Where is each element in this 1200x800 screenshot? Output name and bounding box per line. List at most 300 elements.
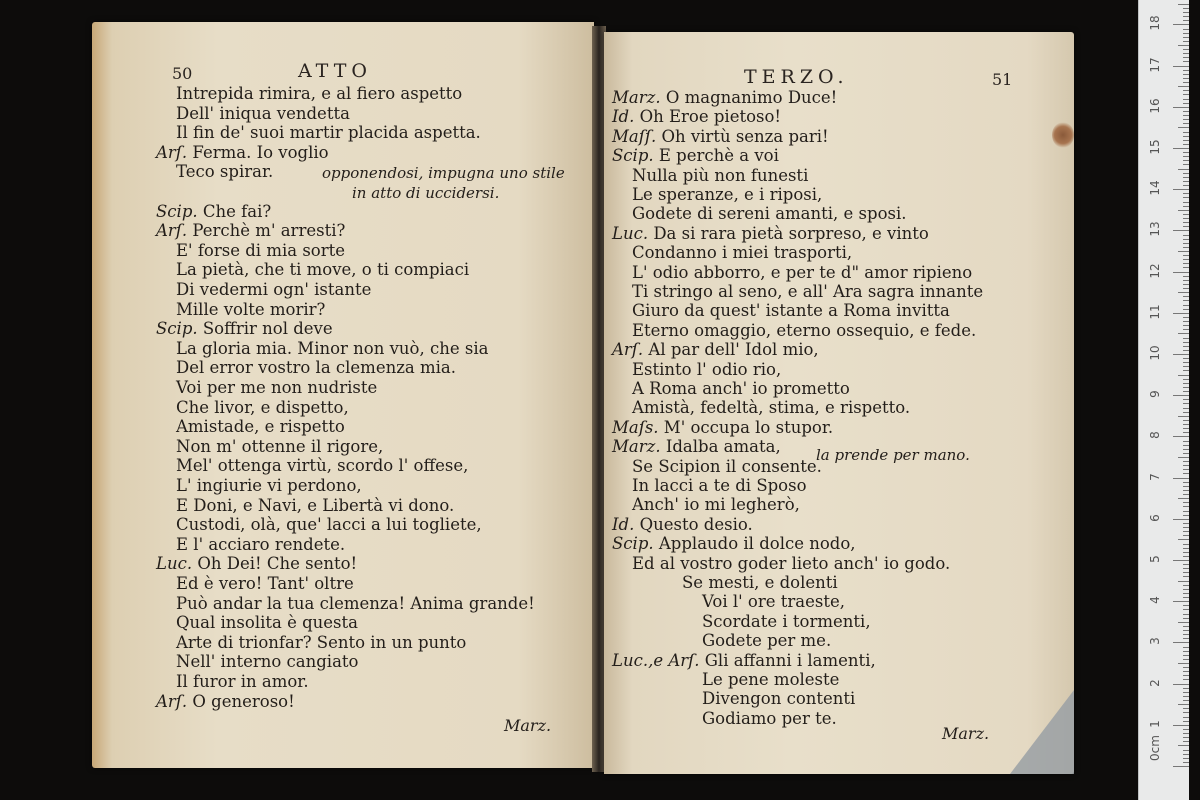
ruler-tick	[1183, 387, 1189, 388]
ruler-tick	[1178, 127, 1189, 128]
verse-text: Le speranze, e i riposi,	[632, 185, 823, 204]
ruler-label: 4	[1148, 596, 1162, 605]
speaker-label: Id.	[612, 514, 640, 534]
ruler-tick	[1183, 29, 1189, 30]
verse-text: In lacci a te di Sposo	[632, 476, 807, 495]
verse-text: O magnanimo Duce!	[665, 88, 838, 107]
verse-text: L' odio abborro, e per te d" amor ripieno	[632, 262, 973, 282]
ruler-tick	[1183, 473, 1189, 474]
verse-line	[176, 280, 371, 300]
ruler-tick	[1183, 99, 1189, 100]
ruler-tick	[1183, 226, 1189, 227]
verse-line	[612, 534, 856, 554]
ruler-tick	[1183, 284, 1189, 285]
ruler-tick	[1183, 692, 1189, 693]
speaker-label: Luc.	[156, 554, 198, 574]
verse-text: Perchè m' arresti?	[192, 221, 346, 241]
ruler-tick	[1183, 37, 1189, 38]
verse-text: Le pene moleste	[702, 670, 840, 689]
right-page-number: 51	[992, 70, 1013, 89]
verse-line	[176, 300, 325, 320]
verse-text: Qual insolita è questa	[176, 613, 358, 633]
verse-text: Soffrir nol deve	[202, 319, 333, 339]
verse-text: M' occupa lo stupor.	[663, 417, 834, 437]
ruler-tick	[1183, 535, 1189, 536]
ruler-label: 2	[1148, 678, 1162, 687]
ruler-tick	[1178, 457, 1189, 458]
verse-text: Godiamo per te.	[702, 708, 837, 728]
verse-text: Condanno i miei trasporti,	[632, 243, 853, 263]
ruler-tick	[1183, 305, 1189, 306]
ruler-tick	[1183, 700, 1189, 701]
ruler-tick	[1178, 333, 1189, 334]
ruler-tick	[1183, 53, 1189, 54]
ruler-tick	[1183, 370, 1189, 371]
speaker-label: Arſ.	[156, 142, 193, 162]
verse-line	[702, 631, 831, 651]
ruler-tick	[1183, 276, 1189, 277]
ruler-tick	[1183, 90, 1189, 91]
ruler-tick	[1183, 94, 1189, 95]
ruler-tick	[1183, 548, 1189, 549]
verse-line	[632, 282, 983, 302]
ruler-tick	[1183, 721, 1189, 722]
ruler-tick	[1183, 12, 1189, 13]
ruler-tick	[1183, 506, 1189, 507]
ruler-tick	[1183, 445, 1189, 446]
verse-line	[176, 104, 350, 124]
verse-line	[156, 319, 333, 339]
verse-text: Applaudo il dolce nodo,	[658, 534, 856, 554]
ruler-tick	[1183, 222, 1189, 223]
verse-text: La pietà, che ti move, o ti compiaci	[176, 260, 470, 280]
speaker-label: Arſ.	[156, 691, 193, 711]
ruler-tick	[1183, 185, 1189, 186]
verse-text: Del error vostro la clemenza mia.	[176, 358, 457, 378]
verse-line	[176, 162, 273, 182]
verse-line	[612, 515, 753, 535]
speaker-label: Arſ.	[612, 340, 649, 360]
ruler-tick	[1183, 259, 1189, 260]
speaker-label: Scip.	[156, 201, 203, 221]
verse-line	[612, 146, 779, 166]
ruler-tick	[1178, 4, 1189, 5]
ruler-tick	[1178, 375, 1189, 376]
ruler-tick	[1183, 263, 1189, 264]
verse-text: Questo desio.	[639, 514, 753, 534]
ruler-tick	[1183, 449, 1189, 450]
ruler-tick	[1178, 539, 1189, 540]
ruler-tick	[1183, 605, 1189, 606]
verse-line	[632, 301, 950, 321]
ruler-tick	[1183, 111, 1189, 112]
verse-text: Di vedermi ogn' istante	[176, 280, 372, 299]
verse-text: Se Scipion il consente.	[632, 456, 822, 476]
ruler-label: 15	[1148, 139, 1162, 155]
ruler-tick	[1183, 572, 1189, 573]
verse-text: Amistà, fedeltà, stima, e rispetto.	[632, 398, 911, 418]
verse-text: Estinto l' odio rio,	[632, 359, 782, 379]
ruler-tick	[1183, 342, 1189, 343]
left-catchword: Marz.	[504, 716, 552, 735]
ruler-tick	[1183, 309, 1189, 310]
verse-line	[176, 437, 383, 457]
ruler-tick	[1183, 239, 1189, 240]
verse-line	[156, 554, 357, 574]
verse-text: Ed al vostro goder lieto anch' io godo.	[632, 553, 951, 573]
ruler-label: 8	[1148, 431, 1162, 440]
ruler-tick	[1183, 494, 1189, 495]
ruler-tick	[1183, 214, 1189, 215]
verse-text: Ferma. Io voglio	[192, 142, 329, 162]
verse-text: Scordate i tormenti,	[702, 611, 871, 631]
verse-text: Non m' ottenne il rigore,	[176, 436, 384, 456]
verse-line	[702, 670, 839, 690]
verse-line	[632, 243, 852, 263]
verse-line	[176, 613, 358, 633]
verse-text: E Doni, e Navi, e Libertà vi dono.	[176, 495, 455, 515]
verse-line	[176, 476, 362, 496]
verse-text: Gli affanni i lamenti,	[704, 650, 876, 670]
ruler-tick	[1173, 395, 1189, 396]
verse-line	[612, 651, 876, 671]
ruler-tick	[1183, 346, 1189, 347]
ruler-tick	[1183, 181, 1189, 182]
ruler-tick	[1173, 601, 1189, 602]
speaker-label: Marz.	[612, 437, 666, 457]
ruler-tick	[1183, 119, 1189, 120]
ruler-tick	[1178, 292, 1189, 293]
ruler-tick	[1183, 173, 1189, 174]
verse-line	[176, 672, 309, 692]
ruler-tick	[1183, 338, 1189, 339]
ruler-tick	[1183, 515, 1189, 516]
ruler-tick	[1173, 519, 1189, 520]
ruler-tick	[1183, 544, 1189, 545]
ruler-tick	[1183, 469, 1189, 470]
ruler-label: 5	[1148, 555, 1162, 563]
verse-line	[702, 689, 855, 709]
verse-text: Può andar la tua clemenza! Anima grande!	[176, 593, 535, 613]
ruler-tick	[1183, 132, 1189, 133]
ruler-tick	[1173, 766, 1189, 767]
ruler-tick	[1183, 531, 1189, 532]
ruler-tick	[1183, 57, 1189, 58]
ruler-tick	[1173, 24, 1189, 25]
verse-line	[702, 612, 871, 632]
ruler-tick	[1183, 103, 1189, 104]
verse-text: Amistade, e rispetto	[176, 417, 345, 437]
verse-line	[632, 476, 807, 496]
ruler-tick	[1183, 218, 1189, 219]
ruler-tick	[1183, 737, 1189, 738]
verse-line	[612, 340, 819, 360]
verse-text: E' forse di mia sorte	[176, 240, 346, 260]
ruler-tick	[1183, 729, 1189, 730]
ruler-tick	[1183, 428, 1189, 429]
ruler-tick	[1183, 267, 1189, 268]
verse-line	[632, 263, 972, 283]
ruler-tick	[1183, 523, 1189, 524]
verse-text: Idalba amata,	[665, 437, 781, 457]
ruler-tick	[1183, 206, 1189, 207]
verse-line	[176, 260, 469, 280]
ruler-tick	[1173, 313, 1189, 314]
verse-text: Custodi, olà, que' lacci a lui togliete,	[176, 515, 482, 535]
verse-line	[612, 418, 833, 438]
ruler-tick	[1183, 618, 1189, 619]
ruler-tick	[1173, 478, 1189, 479]
verse-text: Divengon contenti	[702, 689, 856, 709]
ruler-tick	[1183, 383, 1189, 384]
ruler-tick	[1173, 642, 1189, 643]
ruler-tick	[1183, 358, 1189, 359]
verse-text: Nell' interno cangiato	[176, 652, 359, 672]
ruler-tick	[1183, 255, 1189, 256]
verse-text: Da si rara pietà sorpreso, e vinto	[653, 223, 929, 243]
verse-text: O generoso!	[192, 691, 295, 711]
ruler-tick	[1183, 123, 1189, 124]
verse-text: Godete per me.	[702, 631, 832, 651]
ruler-label: 16	[1148, 98, 1162, 114]
ruler-label: 14	[1148, 180, 1162, 196]
verse-text: Intrepida rimira, e al fiero aspetto	[176, 84, 463, 103]
verse-line	[612, 224, 929, 244]
verse-line	[176, 241, 345, 261]
ruler-tick	[1183, 202, 1189, 203]
ruler-tick	[1183, 350, 1189, 351]
ruler-tick	[1183, 511, 1189, 512]
ink-stain	[1052, 122, 1074, 148]
ruler-tick	[1173, 436, 1189, 437]
speaker-label: Maſſ.	[612, 126, 662, 146]
ruler-tick	[1173, 684, 1189, 685]
ruler-tick	[1183, 193, 1189, 194]
verse-text: Eterno omaggio, eterno ossequio, e fede.	[632, 320, 977, 340]
verse-line	[176, 633, 466, 653]
ruler-tick	[1183, 750, 1189, 751]
verse-text: Arte di trionfar? Sento in un punto	[176, 632, 467, 652]
verse-line	[612, 88, 837, 108]
ruler-tick	[1183, 391, 1189, 392]
ruler-tick	[1183, 609, 1189, 610]
ruler-tick	[1183, 70, 1189, 71]
ruler-tick	[1178, 622, 1189, 623]
ruler-tick	[1183, 8, 1189, 9]
verse-text: Al par dell' Idol mio,	[648, 340, 819, 360]
verse-line	[176, 574, 354, 594]
ruler-tick	[1183, 527, 1189, 528]
ruler-tick	[1183, 160, 1189, 161]
verse-text: Ed è vero! Tant' oltre	[176, 574, 354, 593]
verse-line	[176, 515, 482, 535]
verse-line	[156, 202, 271, 222]
verse-line	[156, 692, 295, 712]
ruler-tick	[1173, 560, 1189, 561]
verse-line	[632, 185, 822, 205]
ruler-tick	[1183, 379, 1189, 380]
ruler-tick	[1183, 82, 1189, 83]
ruler-tick	[1173, 354, 1189, 355]
ruler-tick	[1183, 679, 1189, 680]
verse-text: Teco spirar.	[176, 162, 274, 182]
ruler-tick	[1183, 712, 1189, 713]
verse-line	[176, 398, 349, 418]
ruler-tick	[1183, 408, 1189, 409]
left-running-header: ATTO	[298, 60, 372, 82]
speaker-label: Maſs.	[612, 417, 664, 437]
ruler-tick	[1183, 61, 1189, 62]
ruler-tick	[1183, 638, 1189, 639]
verse-text: E perchè a voi	[658, 146, 779, 166]
verse-line	[176, 594, 535, 614]
verse-line	[632, 554, 950, 574]
ruler-tick	[1183, 647, 1189, 648]
verse-text: Oh Dei! Che sento!	[197, 554, 358, 574]
ruler-tick	[1183, 486, 1189, 487]
ruler-tick	[1173, 148, 1189, 149]
ruler-tick	[1183, 412, 1189, 413]
verse-text: Se mesti, e dolenti	[682, 573, 838, 592]
stage-direction: la prende per mano.	[816, 446, 970, 464]
ruler-label: 9	[1148, 390, 1162, 399]
verse-line	[176, 378, 377, 398]
ruler-tick	[1178, 498, 1189, 499]
ruler-tick	[1183, 552, 1189, 553]
ruler-tick	[1183, 140, 1189, 141]
right-running-header: TERZO.	[744, 66, 849, 88]
ruler-tick	[1178, 416, 1189, 417]
verse-line	[176, 652, 358, 672]
ruler-tick	[1183, 659, 1189, 660]
verse-line	[632, 398, 910, 418]
verse-text: Ti stringo al seno, e all' Ara sagra innante	[632, 282, 984, 301]
verse-line	[156, 143, 329, 163]
verse-line	[612, 127, 829, 147]
ruler-tick	[1183, 741, 1189, 742]
ruler-tick	[1183, 300, 1189, 301]
ruler-tick	[1183, 630, 1189, 631]
verse-text: Mille volte morir?	[176, 299, 326, 319]
ruler-tick	[1183, 243, 1189, 244]
ruler-tick	[1183, 33, 1189, 34]
ruler-tick	[1183, 688, 1189, 689]
ruler-tick	[1183, 78, 1189, 79]
verse-line	[632, 379, 850, 399]
ruler-label: 11	[1148, 304, 1162, 320]
ruler-label: 12	[1148, 262, 1162, 279]
verse-text: Il fin de' suoi martir placida aspetta.	[176, 123, 481, 143]
ruler-tick	[1183, 564, 1189, 565]
verse-line	[156, 221, 345, 241]
verse-line	[632, 166, 808, 186]
ruler-tick	[1183, 115, 1189, 116]
speaker-label: Scip.	[156, 319, 203, 339]
ruler-tick	[1183, 41, 1189, 42]
verse-line	[612, 437, 781, 457]
ruler-tick	[1183, 754, 1189, 755]
ruler-tick	[1183, 441, 1189, 442]
verse-line	[176, 456, 468, 476]
ruler-tick	[1183, 296, 1189, 297]
ruler-tick	[1183, 667, 1189, 668]
verse-line	[176, 535, 345, 555]
verse-text: Il furor in amor.	[176, 672, 309, 691]
ruler-tick	[1178, 45, 1189, 46]
right-catchword: Marz.	[942, 724, 990, 743]
verse-text: L' ingiurie vi perdono,	[176, 476, 362, 495]
ruler-label: 0cm	[1148, 735, 1162, 761]
ruler-tick	[1173, 272, 1189, 273]
ruler-tick	[1183, 156, 1189, 157]
ruler-tick	[1178, 745, 1189, 746]
ruler-tick	[1183, 634, 1189, 635]
ruler-tick	[1183, 758, 1189, 759]
ruler-tick	[1183, 403, 1189, 404]
ruler-tick	[1183, 733, 1189, 734]
ruler-tick	[1178, 210, 1189, 211]
ruler-tick	[1183, 556, 1189, 557]
ruler-tick	[1183, 197, 1189, 198]
verse-text: Voi l' ore traeste,	[702, 592, 845, 612]
verse-line	[176, 496, 454, 516]
verse-text: Dell' iniqua vendetta	[176, 103, 350, 123]
ruler-tick	[1183, 671, 1189, 672]
verse-text: La gloria mia. Minor non vuò, che sia	[176, 338, 489, 358]
verse-line	[176, 417, 345, 437]
verse-line	[176, 358, 456, 378]
verse-text: Mel' ottenga virtù, scordo l' offese,	[176, 456, 469, 476]
ruler-tick	[1183, 593, 1189, 594]
ruler-tick	[1183, 321, 1189, 322]
ruler-label: 18	[1148, 15, 1162, 32]
ruler-tick	[1183, 614, 1189, 615]
ruler-tick	[1183, 461, 1189, 462]
ruler-tick	[1183, 152, 1189, 153]
speaker-label: Arſ.	[156, 221, 193, 241]
verse-text: Godete di sereni amanti, e sposi.	[632, 204, 907, 224]
ruler-tick	[1178, 704, 1189, 705]
ruler-tick	[1178, 86, 1189, 87]
speaker-label: Scip.	[612, 146, 659, 166]
ruler-tick	[1183, 362, 1189, 363]
ruler-tick	[1183, 490, 1189, 491]
ruler-tick	[1173, 66, 1189, 67]
verse-line	[176, 339, 488, 359]
verse-text: A Roma anch' io prometto	[632, 379, 850, 398]
ruler-tick	[1183, 717, 1189, 718]
verse-line	[632, 321, 976, 341]
verse-text: Anch' io mi legherò,	[632, 495, 800, 515]
ruler-tick	[1183, 325, 1189, 326]
verse-text: Oh virtù senza pari!	[661, 126, 829, 146]
verse-line	[632, 457, 822, 477]
verse-text: Voi per me non nudriste	[176, 378, 378, 397]
speaker-label: Luc.	[612, 223, 654, 243]
ruler-tick	[1178, 663, 1189, 664]
verse-line	[632, 495, 800, 515]
verse-text: Oh Eroe pietoso!	[639, 107, 782, 127]
ruler-label: 17	[1148, 56, 1162, 73]
ruler-tick	[1183, 651, 1189, 652]
ruler-tick	[1173, 230, 1189, 231]
ruler-tick	[1183, 280, 1189, 281]
verse-line	[702, 592, 845, 612]
ruler-tick	[1183, 177, 1189, 178]
ruler-label: 3	[1148, 637, 1162, 646]
ruler-tick	[1183, 144, 1189, 145]
verse-text: Che livor, e dispetto,	[176, 397, 349, 417]
